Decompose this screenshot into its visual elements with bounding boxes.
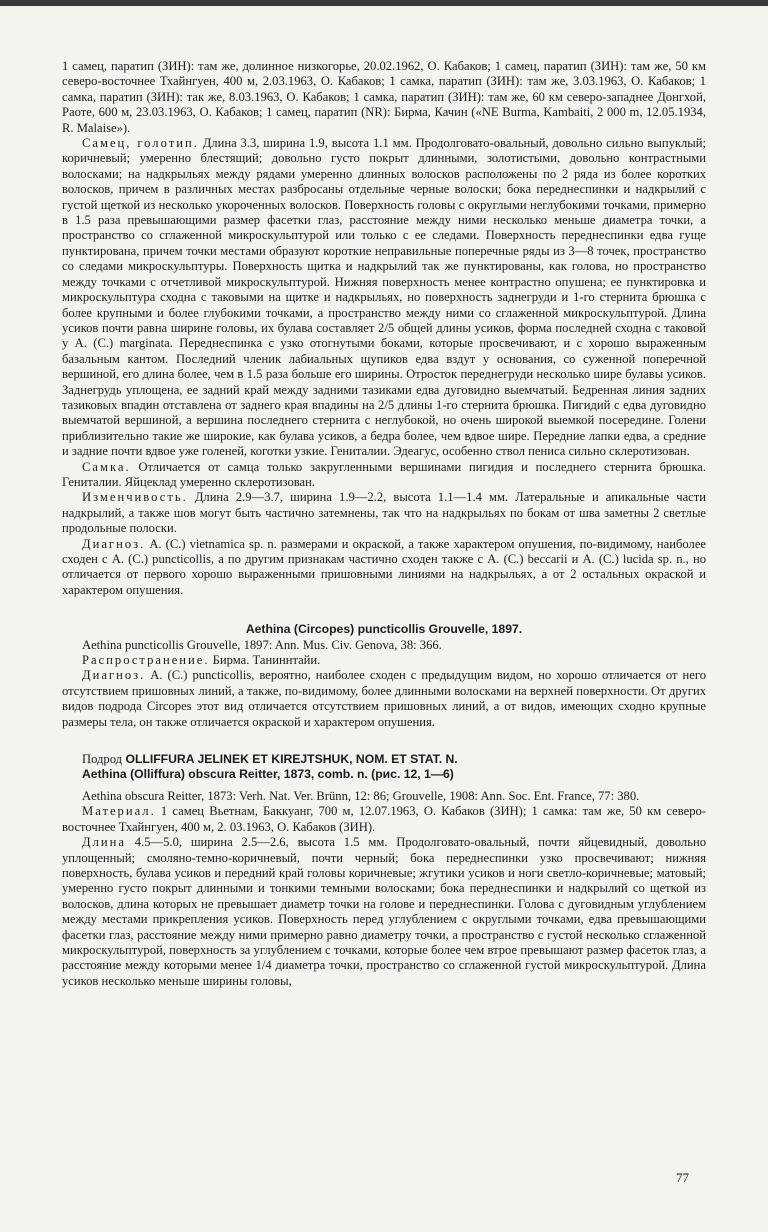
material-paragraph: [62, 804, 706, 835]
material-lead: Материал.: [82, 804, 156, 819]
synonym-citation: Aethina puncticollis Grouvelle, 1897: Ann. Mus. Civ. Genova, 38: 366.: [82, 637, 442, 652]
variability-text: Длина 2.9—3.7, ширина 1.9—2.2, высота 1.1—1.4 мм. Латеральные и апикальные части надкрылий, а также шов могут быть частично затемнены, так что на надкрыльях по бокам от шва заметны 2 светлые продольные полоски.: [62, 490, 706, 536]
material-text: 1 самец Вьетнам, Баккуанг, 700 м, 12.07.1963, О. Кабаков (ЗИН); 1 самка: там же, 50 км северо-восточнее Тхайнгуен, 400 м, 2. 03.1963, О. Кабаков (ЗИН).: [62, 804, 706, 834]
diagnosis-lead: Диагноз.: [82, 536, 146, 551]
variability-paragraph: [62, 490, 706, 536]
obscura-description: [62, 835, 706, 989]
subgenus-heading: [62, 752, 706, 767]
holotype-description: [62, 136, 706, 460]
species-heading-puncticollis: Aethina (Circopes) puncticollis Grouvelle, 1897.: [245, 622, 523, 637]
species-heading-obscura: Aethina (Olliffura) obscura Reitter, 1873, comb. n. (рис. 12, 1—6): [82, 767, 454, 782]
holotype-lead: Самец, голотип.: [82, 136, 199, 151]
distribution-text: Бирма. Таниннтайи.: [209, 653, 321, 668]
page-number: 77: [676, 1170, 689, 1185]
length-lead: Длина: [82, 835, 126, 850]
holotype-text: Длина 3.3, ширина 1.9, высота 1.1 мм. Продолговато-овальный, довольно сильно выпуклый; коричневый; умеренно блестящий; довольно густо покрыт длинными, золотистыми, довольно контрастными волосками; на надкрыльях между рядами умеренно длинных волосков расположены по 2 ряда из более коротких волосков, причем в различных местах разбросаны отдельные черные волоски; бока переднеспинки и надкрылий с густой щеткой из несколько укороченных волосков. Поверхность головы с округлыми неглубокими точками, примерно в 1.5 раза превышающими размер фасетки глаз, расстояние между ними несколько меньше диаметра точки, а пространство со сглаженной микроскульптурой или только с ее следами. Поверхность переднеспинки едва гуще пунктирована, причем точки местами образуют короткие неправильные поперечные ряды из 3—8 точек, пространство со следами микроскульптуры. Поверхность щитка и надкрылий так же пунктированы, как голова, но пространство между точками с отчетливой микроскульптурой. Нижняя поверхность менее контрастно опушена; ее пунктировка и микроскульптура сходна с таковыми на щитке и надкрыльях, но поверхность заднегруди и 1-го стернита брюшка с более крупными и более глубокими точками, а пространство между ними со сглаженной микроскульптурой. Длина усиков почти равна ширине головы, их булава составляет 2/5 общей длины усиков, форма последней сходна с таковой у A. (C.) marginata. Переднеспинка с узко отогнутыми боками, которые просвечивают, и с хорошо выраженным базальным кантом. Последний членик лабиальных щупиков едва вздут у основания, со суженной поперечной вершиной, его длина более, чем в 1.5 раза больше его ширины. Отросток переднегруди несколько шире булавы усиков. Заднегрудь уплощена, ее задний край между задними тазиками едва дуговидно выемчатый. Бедренная линия задних тазиковых впадин отставлена от заднего края впадины на 2/5 длины 1-го стернита брюшка. Пигидий с едва дуговидно выемчатой вершиной, а вершина последнего стернита с неглубокой, но очень широкой выемкой посередине. Голени приблизительно такие же широкие, как булава усиков, а бедра более, чем вдвое шире. Передние лапки едва, а средние и задние почти вдвое уже голеней, коготки узкие. Гениталии. Эдеагус, особенно ствол пениса сильно склеротизован.: [62, 136, 706, 459]
paratype-list: 1 самец, паратип (ЗИН): там же, долинное низкогорье, 20.02.1962, О. Кабаков; 1 самец, паратип (ЗИН): там же, 50 км северо-восточнее Тхайнгуен, 400 м, 2.03.1963, О. Кабаков; 1 самка, паратип (ЗИН): там же, 3.03.1963, О. Кабаков; 1 самка, паратип (ЗИН): так же, 8.03.1963, О. Кабаков; 1 самка, паратип (ЗИН): там же, 60 км северо-западнее Донгхой, Раоте, 600 м, 23.03.1963, О. Кабаков; 1 самец, паратип (NR): Бирма, Качин («NE Burma, Kambaiti, 2 000 m, 12.05.1934, R. Malaise»).: [62, 59, 706, 135]
subgenus-title: OLLIFFURA JELINEK ET KIREJTSHUK, NOM. ET STAT. N.: [122, 752, 458, 767]
female-text: Отличается от самца только закругленными вершинами пигидия и последнего стернита брюшка. Гениталии. Яйцеклад умеренно склеротизован.: [62, 459, 706, 489]
distribution-lead: Распространение.: [82, 653, 210, 668]
distribution-paragraph: [62, 653, 706, 668]
female-description: [62, 460, 706, 491]
puncticollis-diagnosis: [62, 668, 706, 730]
puncticollis-diagnosis-text: A. (C.) puncticollis, вероятно, наиболее сходен с предыдущим видом, но хорошо отличается от него отсутствием пришовных линий, а также, по-видимому, более длинными волосками на верхней поверхности. От других видов подрода Circopes этот вид отличается отсутствием пришовных линий, а от видов, имеющих сходно крупные размеры тела, он также отличается окраской и характером опушения.: [62, 668, 706, 729]
subgenus-prefix: Подрод: [82, 752, 123, 767]
obscura-description-text: 4.5—5.0, ширина 2.5—2.6, высота 1.5 мм. Продолговато-овальный, почти яйцевидный, довольно уплощенный; смоляно-темно-коричневый, почти черный; бока переднеспинки узко просвечивают; нижняя поверхность, булава усиков и передний край головы коричневые; жгутики усиков и ноги светло-коричневые; матовый; умеренно густо покрыт длинными и тонкими темными волосками; бока переднеспинки и надкрылий со щеткой из волосков, длина которых не превышает диаметр точки на голове и переднеспинки. Голова с дуговидным углублением между местами прикрепления усиков. Поверхность перед углублением с округлыми точками, едва превышающими фасетки глаз, расстояние между ними примерно равно диаметру точки, а пространство с густой несколько сглаженной микроскульптурой, поверхность за углублением с точками, которые более чем втрое превышают размер фасеток глаз, а расстояние между которыми менее 1/4 диаметра точки, пространство со сглаженной густой микроскульптурой. Длина усиков несколько меньше ширины головы,: [62, 835, 706, 988]
obscura-citation: Aethina obscura Reitter, 1873: Verh. Nat. Ver. Brünn, 12: 86; Grouvelle, 1908: Ann. Soc. Ent. France, 77: 380.: [82, 788, 640, 803]
scan-top-edge: [0, 0, 768, 6]
variability-lead: Изменчивость.: [82, 490, 188, 505]
diagnosis-text: A. (C.) vietnamica sp. n. размерами и окраской, а также характером опушения, по-видимому, наиболее сходен с A. (C.) puncticollis, а по другим признакам частично сходен также с A. (C.) beccarii и A. (C.) lucida sp. n., но отличается от первого хорошо выраженными пришовными линиями на надкрыльях, а от 2 остальных окраской и характером опушения.: [62, 536, 706, 597]
page-body: [62, 59, 706, 989]
puncticollis-diagnosis-lead: Диагноз.: [82, 668, 146, 683]
female-lead: Самка.: [82, 459, 131, 474]
diagnosis-paragraph: [62, 537, 706, 599]
